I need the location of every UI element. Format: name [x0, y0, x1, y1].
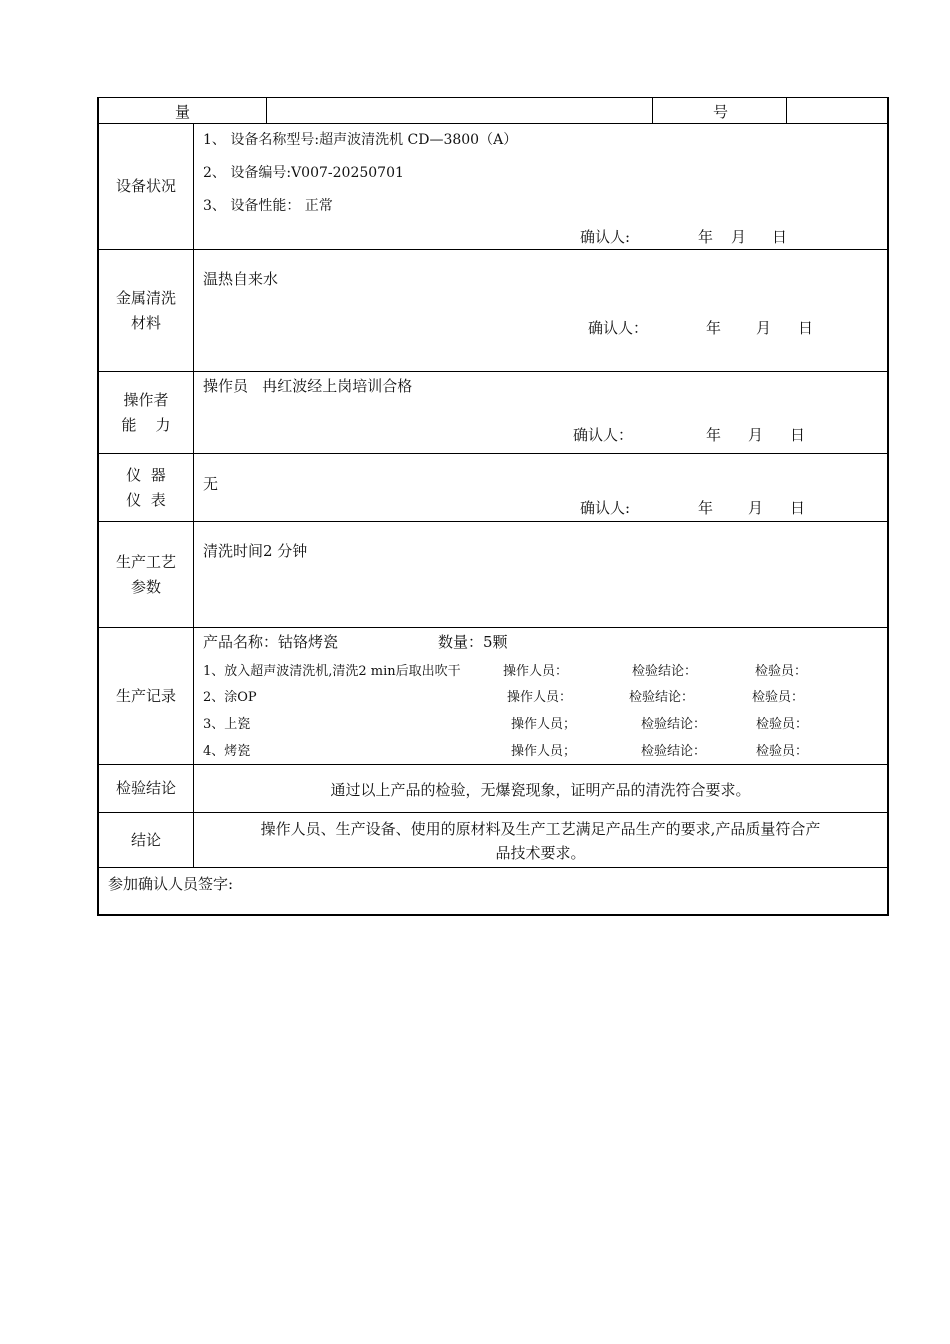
operator-label [99, 372, 194, 453]
process-label-line2: 参数 [130, 577, 161, 596]
instrument-year: 年 [698, 499, 714, 517]
signature-row [99, 868, 887, 915]
product-name: 产品名称：钴铬烤瓷 [203, 633, 339, 651]
step-4-operator: 操作人员； [511, 744, 577, 759]
process-text: 清洗时间2 分钟 [203, 542, 308, 560]
step-2-conclusion: 检验结论： [629, 690, 695, 705]
device-year: 年 [698, 228, 714, 246]
production-content [194, 628, 887, 764]
step-3-conclusion: 检验结论： [641, 717, 707, 732]
production-row [99, 628, 887, 765]
operator-month: 月 [748, 426, 764, 444]
conclusion-label: 结论 [99, 813, 194, 867]
conclusion-line-1: 操作人员、生产设备、使用的原材料及生产工艺满足产品生产的要求,产品质量符合产 [260, 820, 821, 838]
instrument-text: 无 [203, 475, 219, 493]
conclusion-content [194, 813, 887, 867]
inspection-content [194, 765, 887, 812]
instrument-label-line1: 仪 器 [126, 465, 166, 484]
header-cell-number-label [653, 98, 787, 123]
step-1: 1、放入超声波清洗机,清洗2 min后取出吹干 [203, 664, 461, 679]
production-label: 生产记录 [99, 628, 194, 764]
device-status-label: 设备状况 [99, 124, 194, 249]
instrument-label-line2: 仪 表 [126, 490, 166, 509]
step-3: 3、上瓷 [203, 717, 251, 732]
material-label [99, 250, 194, 371]
instrument-row [99, 454, 887, 522]
conclusion-line-2: 品技术要求。 [495, 844, 586, 862]
operator-confirm-label: 确认人： [573, 426, 634, 444]
product-quantity: 数量：5颗 [438, 633, 508, 651]
header-cell-value [267, 98, 653, 123]
material-confirm-label: 确认人： [588, 319, 649, 337]
material-label-line2: 材料 [130, 313, 161, 332]
operator-day: 日 [790, 426, 806, 444]
header-row [99, 98, 887, 124]
step-1-inspector: 检验员： [755, 664, 808, 679]
instrument-label [99, 454, 194, 521]
step-3-operator: 操作人员； [511, 717, 577, 732]
header-left-label: 量 [175, 103, 191, 121]
process-content [194, 522, 887, 627]
device-confirm-label: 确认人: [580, 228, 631, 246]
instrument-content [194, 454, 887, 521]
conclusion-row [99, 813, 887, 868]
step-1-operator: 操作人员： [503, 664, 569, 679]
process-label-line1: 生产工艺 [115, 552, 176, 571]
device-status-row [99, 124, 887, 250]
operator-row [99, 372, 887, 454]
process-row [99, 522, 887, 628]
header-cell-left [99, 98, 267, 123]
material-label-line1: 金属清洗 [115, 288, 176, 307]
instrument-day: 日 [790, 499, 806, 517]
inspection-label: 检验结论 [99, 765, 194, 812]
verification-form [97, 97, 889, 916]
instrument-month: 月 [748, 499, 764, 517]
material-row [99, 250, 887, 372]
step-4: 4、烤瓷 [203, 744, 251, 759]
signature-label: 参加确认人员签字: [108, 875, 234, 893]
device-item-3: 3、 设备性能： 正常 [203, 198, 333, 214]
inspection-row [99, 765, 887, 813]
step-2-inspector: 检验员： [752, 690, 805, 705]
device-item-2: 2、 设备编号:V007-20250701 [203, 165, 404, 181]
operator-label-line1: 操作者 [123, 390, 169, 409]
operator-content [194, 372, 887, 453]
operator-year: 年 [706, 426, 722, 444]
material-text: 温热自来水 [203, 270, 279, 288]
step-4-conclusion: 检验结论： [641, 744, 707, 759]
device-day: 日 [772, 228, 788, 246]
material-month: 月 [756, 319, 772, 337]
device-item-1: 1、 设备名称型号:超声波清洗机 CD—3800（A） [203, 132, 518, 148]
material-year: 年 [706, 319, 722, 337]
material-content [194, 250, 887, 371]
process-label [99, 522, 194, 627]
step-2: 2、涂OP [203, 690, 257, 705]
material-day: 日 [798, 319, 814, 337]
device-status-content [194, 124, 887, 249]
instrument-confirm-label: 确认人: [580, 499, 631, 517]
operator-label-line2: 能 力 [121, 415, 171, 434]
inspection-text: 通过以上产品的检验，无爆瓷现象，证明产品的清洗符合要求。 [330, 781, 751, 799]
step-2-operator: 操作人员： [507, 690, 573, 705]
operator-text: 操作员 冉红波经上岗培训合格 [203, 377, 413, 395]
step-1-conclusion: 检验结论： [632, 664, 698, 679]
header-right-label: 号 [713, 103, 729, 121]
step-3-inspector: 检验员： [756, 717, 809, 732]
device-month: 月 [731, 228, 747, 246]
step-4-inspector: 检验员： [756, 744, 809, 759]
